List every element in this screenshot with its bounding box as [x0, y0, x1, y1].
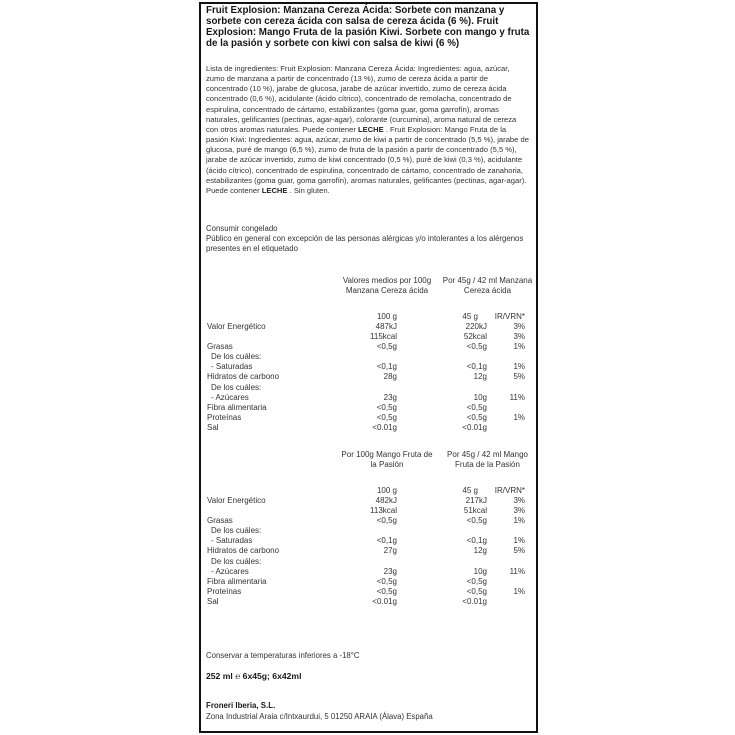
row-label: Sal	[207, 596, 219, 606]
ir-vrn-value: 1%	[513, 516, 525, 526]
value-per-45g	[397, 526, 487, 536]
allergen-milk-1: LECHE	[357, 124, 384, 134]
value-per-45g: 10g	[473, 566, 487, 576]
row-label: Proteínas	[207, 412, 242, 422]
ir-vrn-value	[487, 383, 525, 393]
ir-vrn-value: 3%	[513, 496, 525, 505]
table-row	[207, 393, 525, 403]
value-per-45g: <0,5g	[466, 586, 487, 596]
table-header-line: Manzana Cereza ácida	[345, 286, 429, 295]
unit-row	[207, 486, 525, 496]
conservation-note: Conservar a temperaturas inferiores a -18°C	[206, 651, 360, 660]
ingredients-part-2: . Fruit Explosion: Mango Fruta de la pasión Kiwi: Ingredientes: agua, azúcar, zumo de kiwi a partir de concentrado (5,5 %), jarabe de glucosa, puré de mango (6,5 %), zumo de fruta de la pasión a partir de concentrado (5,5 %), jarabe de azúcar invertido, zumo de kiwi concentrado (0,5 %), puré de kiwi (0,3 %), acidulante (ácido cítrico), concentrado de espirulina, concentrado de cártamo, concentrado de zanahoria, estabilizantes (goma guar, goma garrofín), aromas naturales, gelificantes (pectinas, agar-agar). Puede contener	[206, 124, 529, 195]
ir-vrn-value: 11%	[509, 392, 525, 402]
row-label	[207, 332, 337, 342]
table-row	[207, 577, 525, 587]
ingredients-part-3: . Sin gluten.	[287, 185, 330, 195]
ir-vrn-value: 5%	[513, 372, 525, 382]
value-per-100g	[337, 526, 397, 536]
table-header-line: Cereza ácida	[463, 286, 512, 295]
value-per-100g: <0,5g	[376, 402, 397, 412]
value-per-45g: <0,5g	[466, 412, 487, 422]
value-per-100g: <0.01g	[372, 422, 397, 432]
value-per-45g: <0.01g	[462, 596, 487, 606]
ir-vrn-value: 1%	[513, 362, 525, 372]
table-row	[207, 332, 525, 342]
nutrition-table-manzana-cereza	[207, 276, 533, 436]
ir-vrn-value	[487, 557, 525, 567]
value-per-45g	[397, 557, 487, 567]
table-header-line: Fruta de la Pasión	[455, 460, 520, 469]
table-body	[207, 322, 525, 433]
product-title: Fruit Explosion: Manzana Cereza Ácida: Sorbete con manzana y sorbete con cereza ácida con salsa de cereza ácida (6 %). Fruit Explosion: Mango Fruta de la pasión Kiwi. Sorbete con mango y fruta de la pasión y sorbete con kiwi con salsa de kiwi (6 %)	[206, 5, 530, 49]
company-name: Froneri Iberia, S.L.	[206, 701, 276, 710]
value-per-45g	[397, 383, 487, 393]
row-label: Grasas	[207, 516, 233, 526]
table-row	[207, 536, 525, 546]
ir-vrn-value: 3%	[513, 322, 525, 331]
table-header-line: Por 100g Mango Fruta de	[341, 450, 433, 459]
table-row	[207, 597, 525, 607]
value-per-45g: <0,1g	[466, 362, 487, 372]
value-per-45g: 52kcal	[463, 332, 487, 342]
row-label: Proteínas	[207, 586, 242, 596]
value-per-45g: 12g	[473, 372, 487, 382]
unit-ir-vrn: IR/VRN*	[494, 486, 525, 495]
unit-row-spacer	[207, 486, 337, 496]
value-per-45g: <0.01g	[462, 422, 487, 432]
audience-note: Público en general con excepción de las personas alérgicas y/o intolerantes a los alérgenos presentes en el etiquetado	[206, 234, 524, 253]
value-per-100g: <0,5g	[376, 586, 397, 596]
value-per-45g: <0,5g	[466, 402, 487, 412]
row-label: Fibra alimentaria	[207, 576, 267, 586]
ir-vrn-value: 1%	[513, 586, 525, 596]
table-row	[207, 362, 525, 372]
value-per-100g: 27g	[383, 546, 397, 556]
ir-vrn-value	[487, 577, 525, 587]
value-per-100g: <0,5g	[376, 576, 397, 586]
table-row	[207, 342, 525, 352]
ir-vrn-value: 11%	[509, 566, 525, 576]
unit-ir-vrn: IR/VRN*	[494, 312, 525, 321]
storage-instruction: Consumir congelado	[206, 224, 278, 233]
row-label: De los cuáles:	[211, 526, 262, 536]
table-row	[207, 496, 525, 506]
value-per-45g: <0,5g	[466, 576, 487, 586]
value-per-100g: <0,1g	[376, 362, 397, 372]
ir-vrn-value	[487, 597, 525, 607]
value-per-45g	[397, 352, 487, 362]
value-per-45g: <0,5g	[466, 516, 487, 526]
value-per-45g: <0,1g	[466, 536, 487, 546]
row-label: Hidratos de carbono	[207, 372, 280, 382]
row-label: - Azúcares	[211, 566, 249, 576]
ir-vrn-value	[487, 352, 525, 362]
ir-vrn-value	[487, 403, 525, 413]
row-label: Sal	[207, 422, 219, 432]
table-row	[207, 403, 525, 413]
row-label: Fibra alimentaria	[207, 402, 267, 412]
table-row	[207, 557, 525, 567]
nutrition-table-mango-pasion	[207, 450, 528, 610]
row-label: Grasas	[207, 342, 233, 352]
row-label: - Saturadas	[211, 362, 253, 372]
unit-row	[207, 312, 525, 322]
table-header-line: Por 45g / 42 ml Mango	[447, 450, 528, 459]
table-header-line: Por 45g / 42 ml Manzana	[442, 276, 533, 285]
row-label: De los cuáles:	[211, 556, 262, 566]
value-per-45g: 10g	[473, 392, 487, 402]
product-label-box	[199, 2, 538, 733]
value-per-100g: 28g	[383, 372, 397, 382]
company-address: Zona Industrial Araia c/Intxaurdui, 5 01250 ARAIA (Álava) España	[206, 712, 433, 721]
table-row	[207, 506, 525, 516]
value-per-100g: 115kcal	[370, 332, 397, 342]
ir-vrn-value: 1%	[513, 412, 525, 422]
table-row	[207, 567, 525, 577]
ir-vrn-value	[487, 423, 525, 433]
value-per-45g: <0,5g	[466, 342, 487, 352]
unit-per-45g: 45 g	[462, 486, 478, 495]
table-row	[207, 372, 525, 382]
allergen-milk-2: LECHE	[261, 185, 288, 195]
value-per-100g: 23g	[383, 392, 397, 402]
value-per-45g: 12g	[473, 546, 487, 556]
table-header-line: Valores medios por 100g	[342, 276, 432, 285]
table-header-line: la Pasión	[370, 460, 404, 469]
table-row	[207, 587, 525, 597]
table-row	[207, 383, 525, 393]
ir-vrn-value	[487, 526, 525, 536]
row-label: De los cuáles:	[211, 382, 262, 392]
table-row	[207, 423, 525, 433]
table-body	[207, 496, 525, 607]
unit-row-spacer	[207, 312, 337, 322]
value-per-100g: <0,1g	[376, 536, 397, 546]
row-label: - Azúcares	[211, 392, 249, 402]
row-label: Hidratos de carbono	[207, 546, 280, 556]
value-per-100g	[337, 557, 397, 567]
ir-vrn-value: 3%	[513, 332, 525, 342]
row-label: Valor Energético	[207, 322, 266, 331]
table-row	[207, 546, 525, 556]
value-per-100g: <0,5g	[376, 516, 397, 526]
ingredients-part-1: Lista de ingredientes: Fruit Explosion: Manzana Cereza Ácida: Ingredientes: agua, azúcar, zumo de manzana a partir de concentrado (13 %), zumo de cereza ácida a partir de concentrado (10 %), jarabe de glucosa, jarabe de azúcar invertido, zumo de cereza ácida concentrado (0,6 %), acidulante (ácido cítrico), concentrado de remolacha, concentrado de espirulina, concentrado de cártamo, estabilizantes (goma guar, goma garrofín), aromas naturales, gelificantes (pectinas, agar-agar), colorante (curcumina), aroma natural de cereza con otros aromas naturales. Puede contener	[206, 64, 517, 134]
table-row	[207, 526, 525, 536]
row-label	[207, 506, 337, 516]
value-per-45g: 220kJ	[465, 322, 487, 331]
value-per-100g: <0.01g	[372, 596, 397, 606]
value-per-100g	[337, 383, 397, 393]
value-per-100g: 113kcal	[370, 506, 397, 516]
ir-vrn-value: 1%	[513, 342, 525, 352]
ir-vrn-value: 5%	[513, 546, 525, 556]
value-per-100g: 23g	[383, 566, 397, 576]
ir-vrn-value: 3%	[513, 506, 525, 516]
ingredients-text	[206, 64, 530, 196]
table-row	[207, 322, 525, 332]
value-per-100g: 482kJ	[375, 496, 397, 505]
table-header-per-45g	[420, 276, 555, 296]
table-row	[207, 413, 525, 423]
row-label: De los cuáles:	[211, 352, 262, 362]
table-header-per-45g	[420, 450, 555, 470]
table-row	[207, 516, 525, 526]
unit-per-45g: 45 g	[462, 312, 478, 321]
value-per-45g: 51kcal	[463, 506, 487, 516]
value-per-45g: 217kJ	[465, 496, 487, 505]
row-label: - Saturadas	[211, 536, 253, 546]
value-per-100g: <0,5g	[376, 342, 397, 352]
unit-per-100g: 100 g	[376, 312, 397, 321]
unit-per-100g: 100 g	[376, 486, 397, 495]
value-per-100g	[337, 352, 397, 362]
ir-vrn-value: 1%	[513, 536, 525, 546]
value-per-100g: 487kJ	[375, 322, 397, 331]
net-quantity: 252 ml ℮ 6x45g; 6x42ml	[206, 671, 302, 681]
row-label: Valor Energético	[207, 496, 266, 505]
table-row	[207, 352, 525, 362]
value-per-100g: <0,5g	[376, 412, 397, 422]
